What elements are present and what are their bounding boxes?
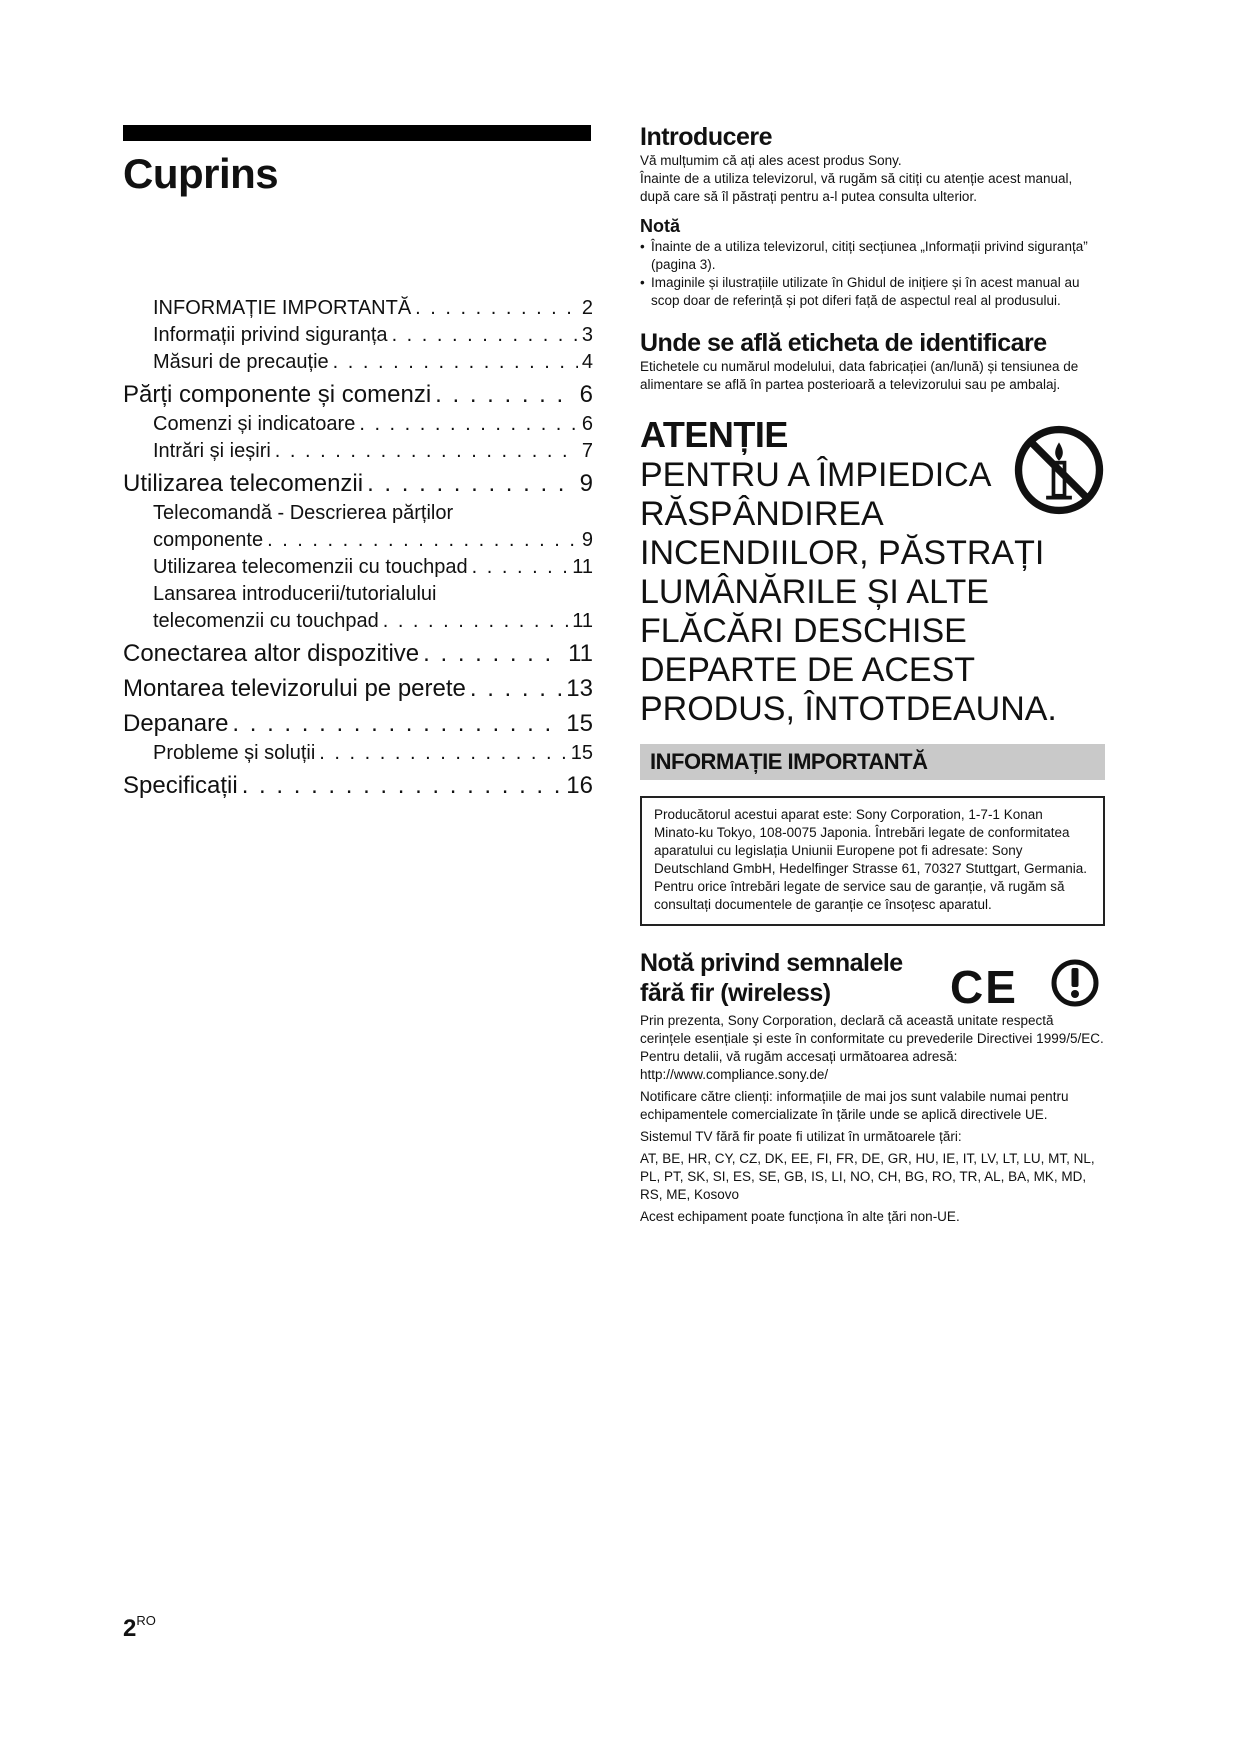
alert-icon [1050,958,1100,1008]
intro-line1: Vă mulțumim că ați ales acest produs Sony. [640,153,902,168]
caution-block [640,414,1105,728]
right-column [640,122,1105,1226]
toc-entry[interactable]: Măsuri de precauție . . . 4 [123,349,593,376]
important-heading: INFORMAȚIE IMPORTANTĂ [640,744,1105,780]
toc-entry[interactable]: Intrări și ieșiri . . . 7 [123,438,593,465]
no-open-flame-icon [1013,424,1105,516]
toc-entry[interactable]: Probleme și soluții . . . 15 [123,740,593,767]
title-bar [123,125,591,141]
wireless-p3: Notificare către clienți: informațiile de mai jos sunt valabile numai pentru echipamentele comercializate în țările unde se aplică directivele UE. [640,1089,1069,1122]
toc-entry-line1: Lansarea introducerii/tutorialului [153,583,437,605]
toc-entry-line1: Telecomandă - Descrierea părților [153,502,454,524]
wireless-p2: Pentru detalii, vă rugăm accesați următoarea adresă: [640,1049,958,1064]
wireless-p5: Acest echipament poate funcționa în alte țări non-UE. [640,1209,960,1224]
toc-entry[interactable]: Utilizarea telecomenzii . . . 9 [123,468,593,500]
toc-entry[interactable]: Comenzi și indicatoare . . . 6 [123,411,593,438]
note-title: Notă [640,216,680,236]
toc-list [123,295,593,802]
wireless-url[interactable]: http://www.compliance.sony.de/ [640,1067,829,1082]
toc-entry[interactable]: Informații privind siguranța . . . 3 [123,322,593,349]
important-box [640,796,1105,926]
caution-text: PENTRU A ÎMPIEDICA RĂSPÂNDIREA INCENDIILOR, PĂSTRAȚI LUMÂNĂRILE ȘI ALTE FLĂCĂRI DESCHISE DEPARTE DE ACEST PRODUS, ÎNTOTDEAUNA. [640,456,1057,728]
wireless-header [640,948,1105,1013]
wireless-title: Notă privind semnalele fără fir (wireless) [640,949,903,1007]
table-of-contents [123,125,593,802]
language-code: RO [136,1613,156,1628]
wireless-countries: AT, BE, HR, CY, CZ, DK, EE, FI, FR, DE, GR, HU, IE, IT, LV, LT, LU, MT, NL, PL, PT, SK, SI, ES, SE, GB, IS, LI, NO, CH, BG, RO, TR, AL, BA, MK, MD, RS, ME, Kosovo [640,1151,1095,1202]
label-section-text: Etichetele cu numărul modelului, data fabricației (an/lună) și tensiunea de alimentare se află în partea posterioară a televizorului sau pe ambalaj. [640,359,1079,392]
toc-entry[interactable]: Părți componente și comenzi . . . 6 [123,379,593,411]
toc-entry[interactable]: Specificații . . . 16 [123,770,593,802]
toc-title: Cuprins [123,150,279,197]
page-number: $2^{RO}$ [123,1613,156,1642]
note-bullet: • Înainte de a utiliza televizorul, citiți secțiunea „Informații privind siguranța” (pagina 3). [640,239,1088,272]
label-section-title: Unde se află eticheta de identificare [640,329,1047,357]
intro-title: Introducere [640,123,773,151]
important-text: Producătorul acestui aparat este: Sony Corporation, 1-7-1 Konan Minato-ku Tokyo, 108-0075 Japonia. Întrebări legate de conformitatea aparatului cu legislația Uniunii Europene pot fi adresate: Sony Deutschland GmbH, Hedelfinger Strasse 61, 70327 Stuttgart, Germania. Pentru orice întrebări legate de service sau de garanție, vă rugăm să consultați documentele de garanție ce însoțesc aparatul. [654,807,1087,912]
toc-entry[interactable]: telecomenzii cu touchpad . . . 11 [123,608,593,635]
toc-entry[interactable]: Depanare . . . 15 [123,708,593,740]
toc-entry[interactable]: componente . . . 9 [123,527,593,554]
ce-mark-icon: CE [950,961,1018,1013]
toc-entry[interactable]: INFORMAȚIE IMPORTANTĂ . . . 2 [123,295,593,322]
note-bullet: • Imaginile și ilustrațiile utilizate în Ghidul de inițiere și în acest manual au scop doar de referință și pot diferi față de aspectul real al produsului. [640,275,1080,308]
toc-entry[interactable]: Montarea televizorului pe perete . . . 13 [123,673,593,705]
wireless-p1: Prin prezenta, Sony Corporation, declară că această unitate respectă cerințele esențiale și este în conformitate cu prevederile Directivei 1999/5/EC. [640,1013,1104,1046]
toc-entry[interactable]: Utilizarea telecomenzii cu touchpad . . . 11 [123,554,593,581]
caution-title: ATENȚIE [640,414,788,455]
toc-entry[interactable]: Conectarea altor dispozitive . . . 11 [123,638,593,670]
intro-line2: Înainte de a utiliza televizorul, vă rugăm să citiți cu atenție acest manual, după care să îl păstrați pentru a-l putea consulta ulterior. [640,171,1073,204]
wireless-p4: Sistemul TV fără fir poate fi utilizat în următoarele țări: [640,1129,962,1144]
